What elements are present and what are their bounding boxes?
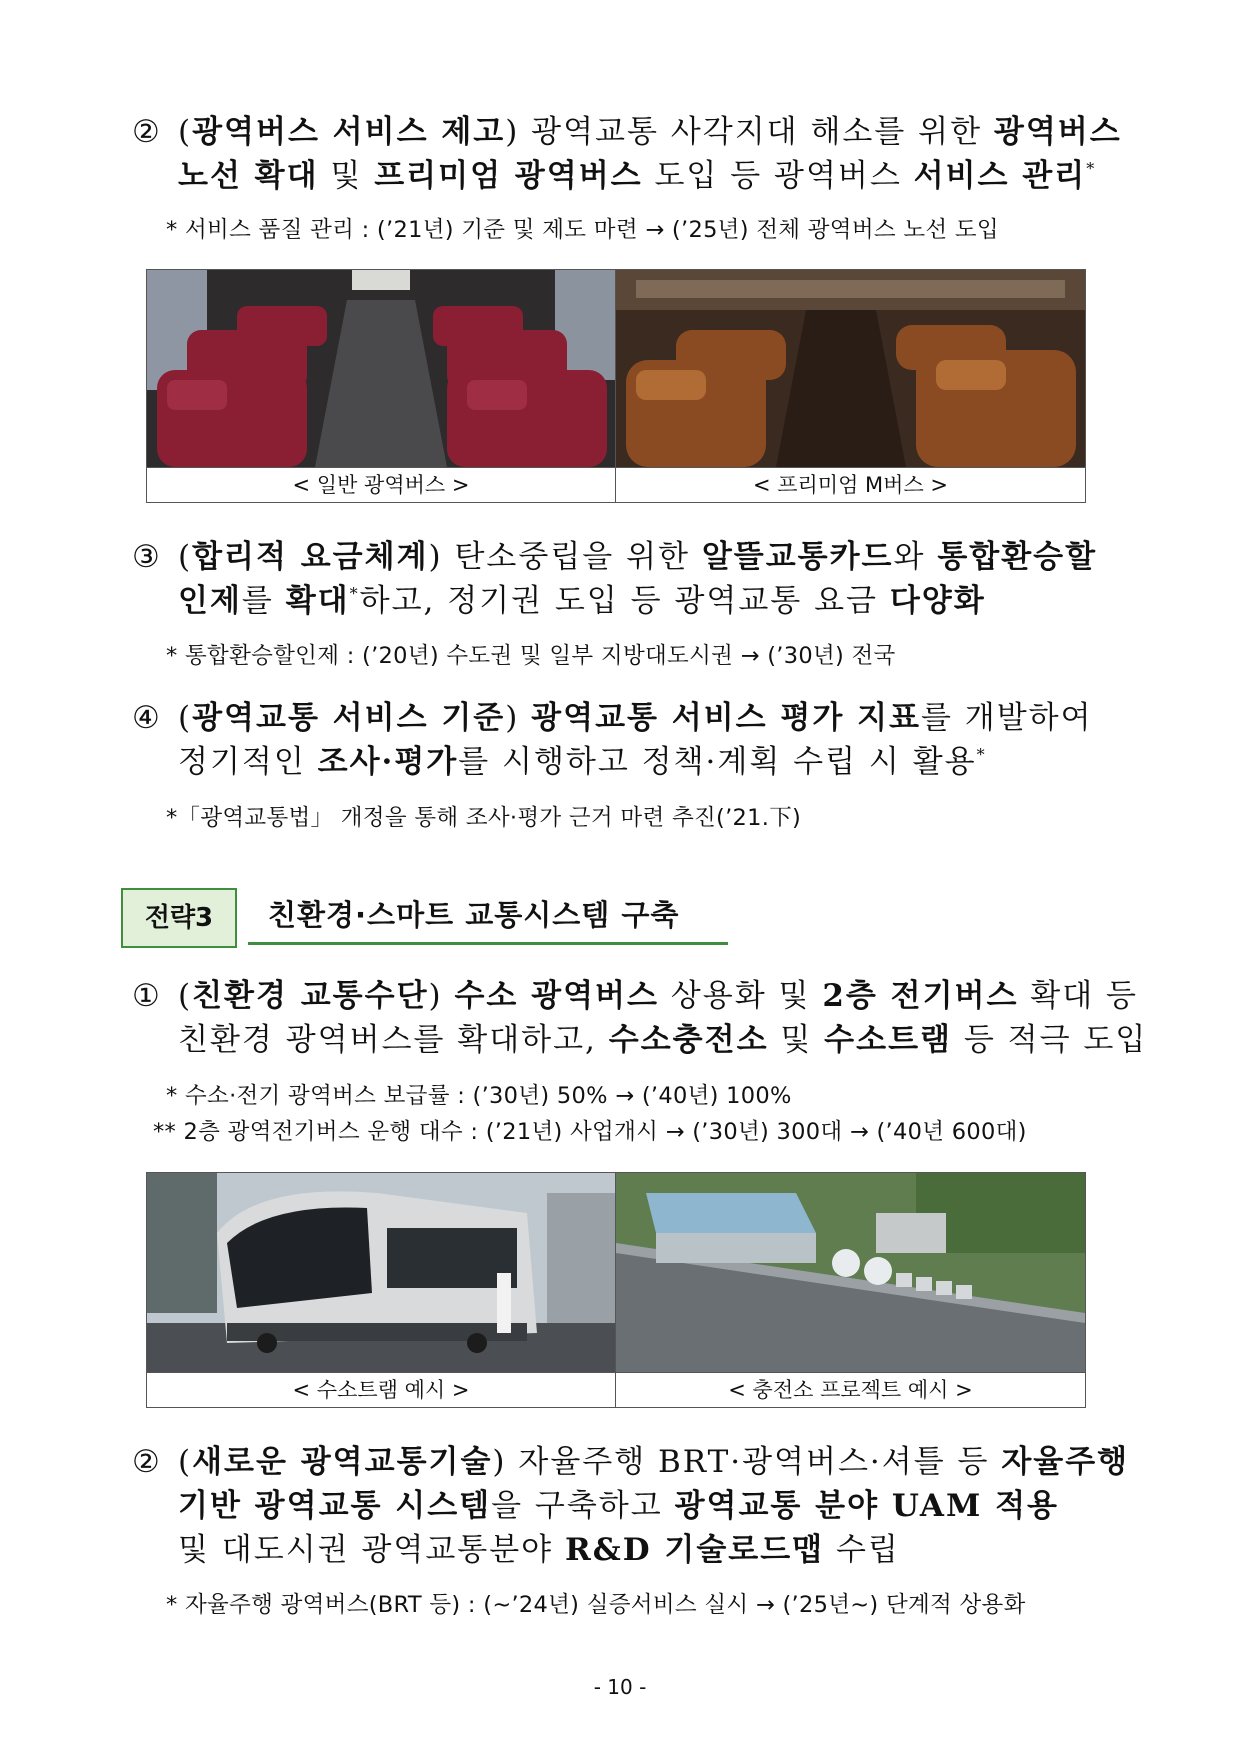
charging-station-photo [616,1173,1085,1372]
page-number: - 10 - [593,1675,647,1699]
footnote: * 수소·전기 광역버스 보급률 : (’30년) 50% → (’40년) 100% [166,1083,792,1109]
strategy-underline [248,942,728,945]
hydrogen-figure [146,1172,1086,1408]
strategy-label: 전략3 [121,888,237,948]
premium-bus-photo [616,270,1085,467]
item-number: ② [132,1444,162,1480]
figure-caption: < 충전소 프로젝트 예시 > [616,1372,1085,1407]
footnote: * 통합환승할인제 : (’20년) 수도권 및 일부 지방대도시권 → (’30년) 전국 [166,643,896,669]
item-number: ① [132,978,162,1014]
item-service-standard: ④ (광역교통 서비스 기준) 광역교통 서비스 평가 지표를 개발하여 정기적인 조사·평가를 시행하고 정책·계획 수립 시 활용* [132,696,1117,784]
figure-caption: < 일반 광역버스 > [147,467,615,502]
figure-caption: < 수소트램 예시 > [147,1372,615,1407]
item-number: ③ [132,539,162,575]
figure-caption: < 프리미엄 M버스 > [616,467,1085,502]
footnote: *「광역교통법」 개정을 통해 조사·평가 근거 마련 추진(’21.下) [166,805,802,831]
footnote: * 자율주행 광역버스(BRT 등) : (~’24년) 실증서비스 실시 → (’25년~) 단계적 상용화 [166,1592,1026,1618]
item-bus-service: ② (광역버스 서비스 제고) 광역교통 사각지대 해소를 위한 광역버스 노선 확대 및 프리미엄 광역버스 도입 등 광역버스 서비스 관리* [132,110,1117,198]
item-eco-transport: ① (친환경 교통수단) 수소 광역버스 상용화 및 2층 전기버스 확대 등 친환경 광역버스를 확대하고, 수소충전소 및 수소트램 등 적극 도입 [132,974,1117,1062]
item-new-technology: ② (새로운 광역교통기술) 자율주행 BRT·광역버스·셔틀 등 자율주행 기반 광역교통 시스템을 구축하고 광역교통 분야 UAM 적용 및 대도시권 광역교통분야 R&D 기술로드맵 수립 [132,1440,1117,1572]
item-number: ④ [132,700,162,736]
footnote: ** 2층 광역전기버스 운행 대수 : (’21년) 사업개시 → (’30년) 300대 → (’40년 600대) [153,1119,1027,1145]
footnote: * 서비스 품질 관리 : (’21년) 기준 및 제도 마련 → (’25년) 전체 광역버스 노선 도입 [166,217,999,243]
item-number: ② [132,114,162,150]
strategy-title: 친환경·스마트 교통시스템 구축 [268,898,680,932]
bus-interior-figure [146,269,1086,503]
standard-bus-photo [147,270,615,467]
hydrogen-tram-photo [147,1173,615,1372]
item-fare-system: ③ (합리적 요금체계) 탄소중립을 위한 알뜰교통카드와 통합환승할 인제를 확대*하고, 정기권 도입 등 광역교통 요금 다양화 [132,535,1117,623]
